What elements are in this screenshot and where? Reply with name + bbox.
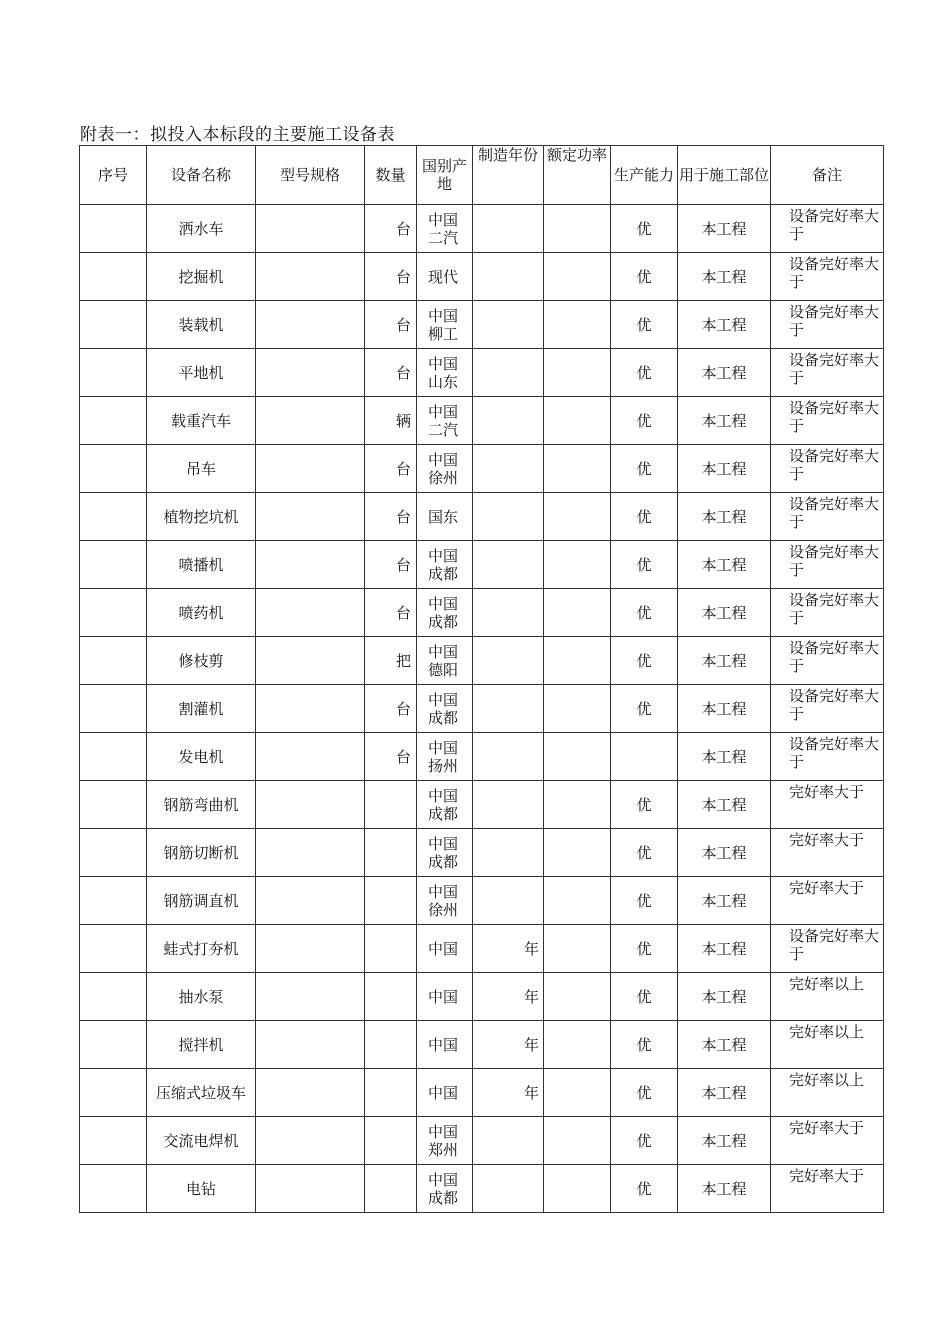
cell-spec (256, 1069, 365, 1117)
header-part: 用于施工部位 (678, 146, 771, 205)
cell-year (473, 1165, 544, 1213)
cell-part: 本工程 (678, 877, 771, 925)
cell-name: 修枝剪 (147, 637, 256, 685)
cell-year (473, 349, 544, 397)
cell-no (80, 397, 147, 445)
cell-remark: 设备完好率大于 (771, 733, 884, 781)
cell-year (473, 541, 544, 589)
cell-capacity: 优 (611, 973, 678, 1021)
cell-remark: 设备完好率大于 (771, 589, 884, 637)
cell-name: 电钻 (147, 1165, 256, 1213)
cell-unit: 台 (365, 445, 417, 493)
cell-origin: 中国成都 (417, 685, 473, 733)
cell-origin: 中国扬州 (417, 733, 473, 781)
cell-year: 年 (473, 973, 544, 1021)
cell-origin: 中国徐州 (417, 877, 473, 925)
cell-remark: 设备完好率大于 (771, 493, 884, 541)
cell-no (80, 829, 147, 877)
cell-part: 本工程 (678, 925, 771, 973)
cell-spec (256, 1021, 365, 1069)
cell-power (544, 397, 611, 445)
cell-capacity: 优 (611, 637, 678, 685)
cell-power (544, 1117, 611, 1165)
cell-no (80, 1117, 147, 1165)
cell-unit: 台 (365, 733, 417, 781)
cell-part: 本工程 (678, 541, 771, 589)
cell-spec (256, 829, 365, 877)
cell-power (544, 1069, 611, 1117)
cell-no (80, 925, 147, 973)
cell-year (473, 1117, 544, 1165)
table-row (80, 205, 884, 253)
cell-no (80, 253, 147, 301)
cell-no (80, 685, 147, 733)
cell-capacity: 优 (611, 253, 678, 301)
cell-spec (256, 1117, 365, 1165)
cell-name: 吊车 (147, 445, 256, 493)
cell-no (80, 637, 147, 685)
cell-origin: 中国二汽 (417, 397, 473, 445)
table-row (80, 349, 884, 397)
cell-no (80, 973, 147, 1021)
cell-power (544, 349, 611, 397)
cell-part: 本工程 (678, 733, 771, 781)
cell-remark: 设备完好率大于 (771, 445, 884, 493)
cell-spec (256, 1165, 365, 1213)
table-row (80, 733, 884, 781)
table-row (80, 685, 884, 733)
cell-unit: 台 (365, 541, 417, 589)
cell-origin: 中国山东 (417, 349, 473, 397)
cell-part: 本工程 (678, 1165, 771, 1213)
cell-unit: 台 (365, 589, 417, 637)
table-row (80, 637, 884, 685)
cell-remark: 设备完好率大于 (771, 541, 884, 589)
cell-spec (256, 733, 365, 781)
table-row (80, 493, 884, 541)
cell-origin: 中国成都 (417, 1165, 473, 1213)
table-row (80, 445, 884, 493)
cell-capacity: 优 (611, 1117, 678, 1165)
cell-remark: 完好率以上 (771, 1021, 884, 1069)
cell-capacity: 优 (611, 301, 678, 349)
cell-remark: 完好率大于 (771, 781, 884, 829)
cell-name: 交流电焊机 (147, 1117, 256, 1165)
cell-capacity (611, 733, 678, 781)
cell-power (544, 589, 611, 637)
cell-unit: 台 (365, 685, 417, 733)
cell-unit: 台 (365, 253, 417, 301)
cell-origin: 中国 (417, 973, 473, 1021)
table-row (80, 301, 884, 349)
cell-unit: 台 (365, 205, 417, 253)
cell-year (473, 685, 544, 733)
cell-spec (256, 685, 365, 733)
cell-name: 钢筋调直机 (147, 877, 256, 925)
cell-power (544, 301, 611, 349)
cell-spec (256, 493, 365, 541)
cell-remark: 完好率大于 (771, 1165, 884, 1213)
cell-no (80, 349, 147, 397)
cell-part: 本工程 (678, 445, 771, 493)
cell-capacity: 优 (611, 349, 678, 397)
cell-part: 本工程 (678, 829, 771, 877)
cell-name: 抽水泵 (147, 973, 256, 1021)
cell-power (544, 493, 611, 541)
cell-origin: 中国成都 (417, 781, 473, 829)
cell-part: 本工程 (678, 781, 771, 829)
cell-origin: 中国徐州 (417, 445, 473, 493)
cell-spec (256, 877, 365, 925)
cell-remark: 设备完好率大于 (771, 349, 884, 397)
cell-power (544, 925, 611, 973)
page-title: 附表一：拟投入本标段的主要施工设备表 (80, 125, 395, 145)
cell-part: 本工程 (678, 205, 771, 253)
table-row (80, 1117, 884, 1165)
table-body (80, 205, 884, 1213)
cell-unit: 辆 (365, 397, 417, 445)
cell-part: 本工程 (678, 493, 771, 541)
cell-no (80, 877, 147, 925)
cell-unit (365, 973, 417, 1021)
cell-no (80, 1021, 147, 1069)
cell-year: 年 (473, 925, 544, 973)
cell-no (80, 205, 147, 253)
cell-capacity: 优 (611, 829, 678, 877)
table-row (80, 1021, 884, 1069)
table-row (80, 253, 884, 301)
cell-part: 本工程 (678, 637, 771, 685)
cell-unit (365, 925, 417, 973)
cell-power (544, 445, 611, 493)
header-capacity: 生产能力 (611, 146, 678, 205)
cell-year (473, 733, 544, 781)
cell-part: 本工程 (678, 685, 771, 733)
cell-spec (256, 973, 365, 1021)
table-row (80, 781, 884, 829)
cell-capacity: 优 (611, 541, 678, 589)
cell-part: 本工程 (678, 397, 771, 445)
cell-remark: 完好率大于 (771, 1117, 884, 1165)
cell-no (80, 541, 147, 589)
cell-unit: 台 (365, 349, 417, 397)
cell-year (473, 877, 544, 925)
cell-remark: 设备完好率大于 (771, 925, 884, 973)
cell-spec (256, 541, 365, 589)
cell-no (80, 1069, 147, 1117)
cell-power (544, 253, 611, 301)
cell-power (544, 973, 611, 1021)
header-origin: 国别产地 (417, 146, 473, 205)
cell-power (544, 1021, 611, 1069)
header-unit: 数量 (365, 146, 417, 205)
cell-part: 本工程 (678, 589, 771, 637)
cell-origin: 中国郑州 (417, 1117, 473, 1165)
cell-capacity: 优 (611, 445, 678, 493)
table-row (80, 541, 884, 589)
cell-remark: 完好率以上 (771, 973, 884, 1021)
cell-unit: 台 (365, 493, 417, 541)
cell-power (544, 781, 611, 829)
cell-unit (365, 829, 417, 877)
cell-part: 本工程 (678, 1021, 771, 1069)
cell-power (544, 205, 611, 253)
cell-year (473, 493, 544, 541)
table-row (80, 589, 884, 637)
cell-capacity: 优 (611, 205, 678, 253)
cell-name: 植物挖坑机 (147, 493, 256, 541)
cell-power (544, 541, 611, 589)
cell-no (80, 301, 147, 349)
cell-origin: 中国 (417, 925, 473, 973)
cell-spec (256, 205, 365, 253)
cell-unit (365, 1021, 417, 1069)
cell-spec (256, 925, 365, 973)
cell-capacity: 优 (611, 1021, 678, 1069)
cell-no (80, 589, 147, 637)
cell-year (473, 781, 544, 829)
cell-unit: 台 (365, 301, 417, 349)
cell-remark: 设备完好率大于 (771, 205, 884, 253)
cell-remark: 完好率以上 (771, 1069, 884, 1117)
cell-year (473, 445, 544, 493)
table-row (80, 877, 884, 925)
cell-name: 发电机 (147, 733, 256, 781)
cell-unit: 把 (365, 637, 417, 685)
cell-name: 装载机 (147, 301, 256, 349)
cell-part: 本工程 (678, 349, 771, 397)
cell-origin: 中国德阳 (417, 637, 473, 685)
cell-year (473, 589, 544, 637)
cell-origin: 国东 (417, 493, 473, 541)
header-name: 设备名称 (147, 146, 256, 205)
cell-power (544, 685, 611, 733)
cell-year (473, 253, 544, 301)
cell-no (80, 493, 147, 541)
cell-name: 搅拌机 (147, 1021, 256, 1069)
cell-unit (365, 1165, 417, 1213)
table-row (80, 829, 884, 877)
cell-name: 洒水车 (147, 205, 256, 253)
cell-year: 年 (473, 1069, 544, 1117)
cell-spec (256, 253, 365, 301)
cell-year (473, 397, 544, 445)
cell-power (544, 829, 611, 877)
cell-capacity: 优 (611, 493, 678, 541)
cell-spec (256, 637, 365, 685)
cell-capacity: 优 (611, 877, 678, 925)
cell-remark: 完好率大于 (771, 829, 884, 877)
table-row (80, 1165, 884, 1213)
cell-no (80, 1165, 147, 1213)
cell-name: 喷播机 (147, 541, 256, 589)
cell-unit (365, 1117, 417, 1165)
cell-origin: 中国柳工 (417, 301, 473, 349)
cell-spec (256, 349, 365, 397)
cell-no (80, 445, 147, 493)
cell-year (473, 829, 544, 877)
cell-year (473, 301, 544, 349)
cell-spec (256, 397, 365, 445)
cell-part: 本工程 (678, 1069, 771, 1117)
cell-year (473, 637, 544, 685)
cell-name: 钢筋弯曲机 (147, 781, 256, 829)
cell-remark: 设备完好率大于 (771, 397, 884, 445)
cell-remark: 设备完好率大于 (771, 253, 884, 301)
table-row (80, 397, 884, 445)
cell-no (80, 781, 147, 829)
cell-unit (365, 877, 417, 925)
cell-spec (256, 445, 365, 493)
equipment-table (79, 145, 884, 1213)
cell-power (544, 1165, 611, 1213)
cell-remark: 设备完好率大于 (771, 301, 884, 349)
table-row (80, 973, 884, 1021)
header-no: 序号 (80, 146, 147, 205)
header-power: 额定功率 (544, 146, 611, 205)
cell-name: 蛙式打夯机 (147, 925, 256, 973)
cell-name: 割灌机 (147, 685, 256, 733)
cell-origin: 中国成都 (417, 541, 473, 589)
cell-spec (256, 301, 365, 349)
cell-spec (256, 781, 365, 829)
cell-power (544, 877, 611, 925)
cell-origin: 中国成都 (417, 829, 473, 877)
cell-origin: 中国 (417, 1069, 473, 1117)
cell-origin: 中国成都 (417, 589, 473, 637)
cell-unit (365, 1069, 417, 1117)
cell-name: 钢筋切断机 (147, 829, 256, 877)
cell-capacity: 优 (611, 1165, 678, 1213)
cell-power (544, 733, 611, 781)
cell-capacity: 优 (611, 397, 678, 445)
cell-no (80, 733, 147, 781)
header-remark: 备注 (771, 146, 884, 205)
header-year: 制造年份 (473, 146, 544, 205)
cell-origin: 中国 (417, 1021, 473, 1069)
cell-unit (365, 781, 417, 829)
cell-spec (256, 589, 365, 637)
cell-name: 平地机 (147, 349, 256, 397)
cell-capacity: 优 (611, 685, 678, 733)
cell-capacity: 优 (611, 1069, 678, 1117)
cell-origin: 中国二汽 (417, 205, 473, 253)
cell-part: 本工程 (678, 253, 771, 301)
table-row (80, 1069, 884, 1117)
cell-remark: 设备完好率大于 (771, 637, 884, 685)
cell-name: 挖掘机 (147, 253, 256, 301)
header-spec: 型号规格 (256, 146, 365, 205)
cell-remark: 完好率大于 (771, 877, 884, 925)
cell-year: 年 (473, 1021, 544, 1069)
cell-remark: 设备完好率大于 (771, 685, 884, 733)
cell-part: 本工程 (678, 301, 771, 349)
cell-capacity: 优 (611, 589, 678, 637)
cell-capacity: 优 (611, 781, 678, 829)
cell-name: 喷药机 (147, 589, 256, 637)
table-row (80, 925, 884, 973)
cell-year (473, 205, 544, 253)
cell-power (544, 637, 611, 685)
cell-part: 本工程 (678, 1117, 771, 1165)
cell-capacity: 优 (611, 925, 678, 973)
cell-part: 本工程 (678, 973, 771, 1021)
cell-name: 载重汽车 (147, 397, 256, 445)
cell-name: 压缩式垃圾车 (147, 1069, 256, 1117)
cell-origin: 现代 (417, 253, 473, 301)
table-header-row (80, 146, 884, 205)
